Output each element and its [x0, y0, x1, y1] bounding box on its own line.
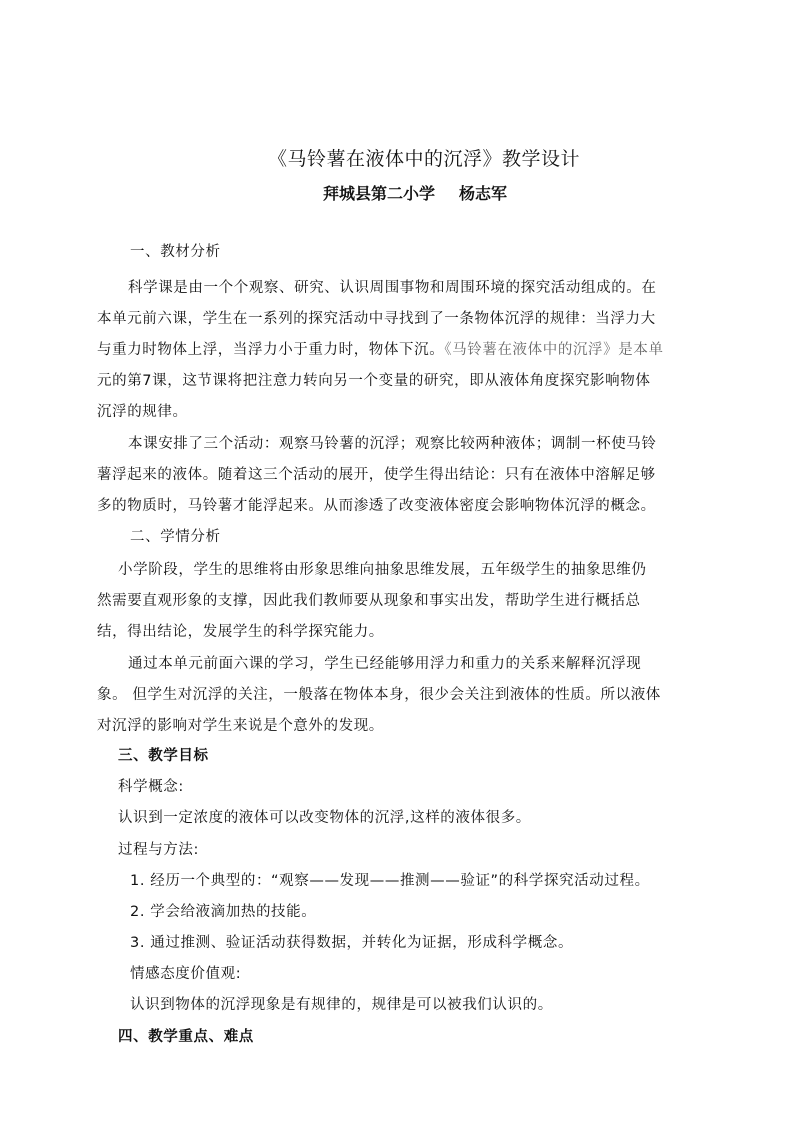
- paragraph-line: 薯浮起来的液体。随着这三个活动的展开，使学生得出结论：只有在液体中溶解足够: [97, 467, 656, 483]
- document-title: 《马铃薯在液体中的沉浮》教学设计: [268, 148, 581, 170]
- school-name: 拜城县第二小学: [323, 184, 436, 203]
- paragraph-line: 结，得出结论，发展学生的科学探究能力。: [97, 624, 384, 640]
- attitude-label: 情感态度价值观:: [130, 966, 242, 982]
- paragraph-line: 多的物质时，马铃薯才能浮起来。从而渗透了改变液体密度会影响物体沉浮的概念。: [97, 498, 656, 514]
- paragraph-line: [97, 340, 664, 360]
- paragraph-line: 科学课是由一个个观察、研究、认识周围事物和周围环境的探究活动组成的。在: [128, 280, 657, 296]
- attitude-text: 认识到物体的沉浮现象是有规律的，规律是可以被我们认识的。: [130, 997, 553, 1013]
- section-heading-key-points: 四、教学重点、难点: [118, 1029, 254, 1045]
- author-name: 杨志军: [459, 184, 508, 203]
- concept-text: 认识到一定浓度的液体可以改变物体的沉浮,这样的液体很多。: [118, 810, 531, 826]
- process-item: 2. 学会给液滴加热的技能。: [130, 904, 317, 920]
- lesson-title-reference: 《马铃薯在液体中的沉浮》是本单: [444, 342, 664, 358]
- paragraph-line: 小学阶段，学生的思维将由形象思维向抽象思维发展，五年级学生的抽象思维仍: [118, 562, 647, 578]
- section-heading-goals: 三、教学目标: [118, 748, 209, 764]
- paragraph-line: 元的第7课，这节课将把注意力转向另一个变量的研究，即从液体角度探究影响物体: [97, 373, 651, 389]
- paragraph-text: 与重力时物体上浮，当浮力小于重力时，物体下沉。: [97, 342, 445, 358]
- section-heading-students: 二、学情分析: [130, 529, 221, 545]
- process-label: 过程与方法:: [118, 842, 199, 858]
- paragraph-line: 沉浮的规律。: [97, 404, 188, 420]
- paragraph-line: 本课安排了三个活动：观察马铃薯的沉浮；观察比较两种液体；调制一杯使马铃: [128, 436, 657, 452]
- process-item: 3. 通过推测、验证活动获得数据，并转化为证据，形成科学概念。: [130, 935, 574, 951]
- section-heading-materials: 一、教材分析: [130, 244, 221, 260]
- paragraph-line: 象。 但学生对沉浮的关注，一般落在物体本身，很少会关注到液体的性质。所以液体: [97, 687, 661, 703]
- process-item: 1. 经历一个典型的：“观察——发现——推测——验证”的科学探究活动过程。: [130, 873, 650, 889]
- paragraph-line: 本单元前六课，学生在一系列的探究活动中寻找到了一条物体沉浮的规律：当浮力大: [97, 311, 656, 327]
- concept-label: 科学概念:: [118, 779, 184, 795]
- paragraph-line: 对沉浮的影响对学生来说是个意外的发现。: [97, 718, 384, 734]
- paragraph-line: 通过本单元前面六课的学习，学生已经能够用浮力和重力的关系来解释沉浮现: [128, 656, 642, 672]
- paragraph-line: 然需要直观形象的支撑，因此我们教师要从现象和事实出发，帮助学生进行概括总: [97, 593, 641, 609]
